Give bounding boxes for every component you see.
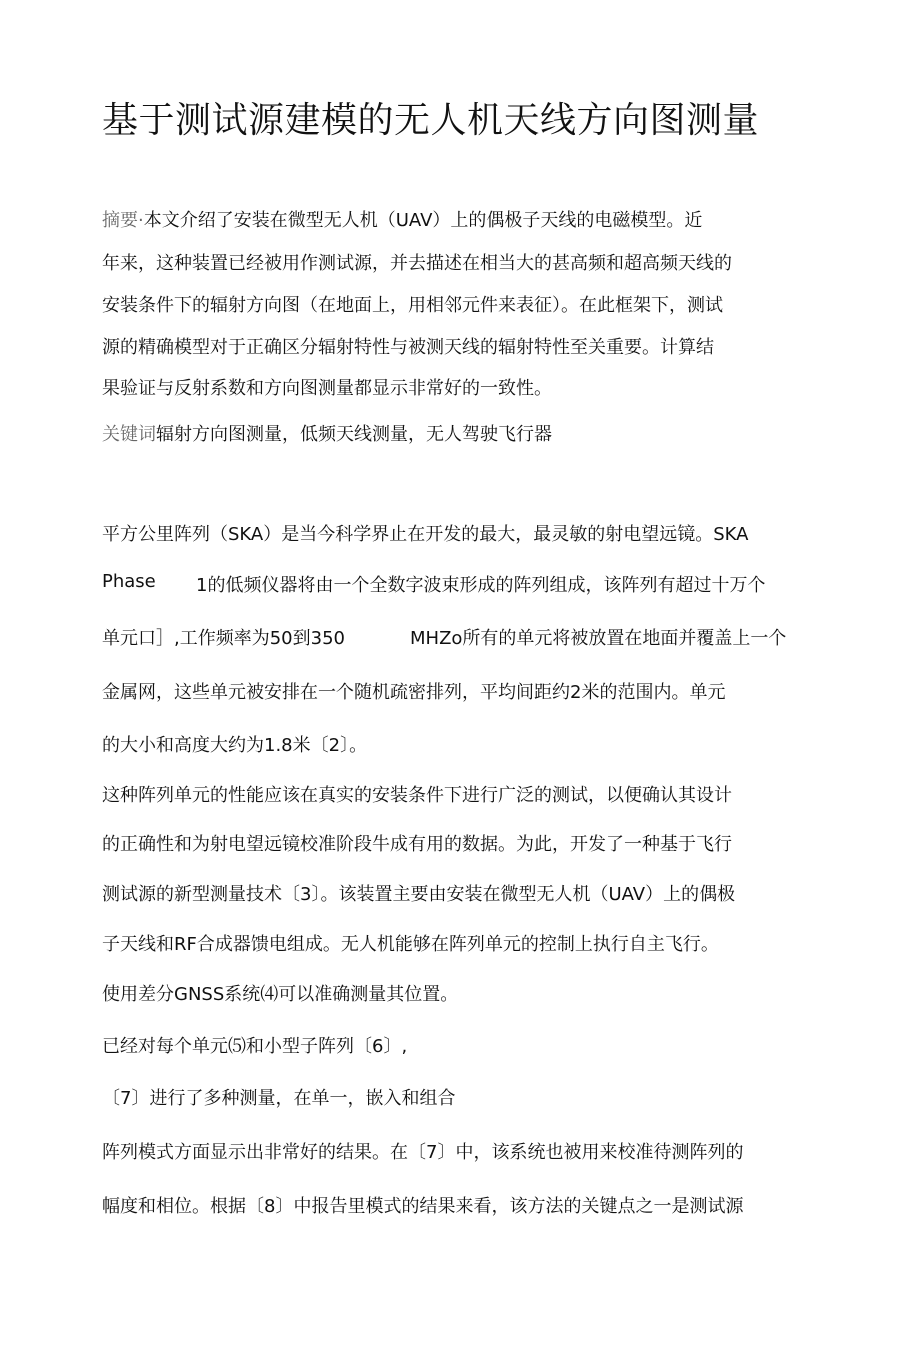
- body-p1-line-3-b: MHZo所有的单元将被放置在地面并覆盖上一个: [410, 628, 787, 649]
- body-line-1: 这种阵列单元的性能应该在真实的安装条件下进行广泛的测试，以便确认其设计: [102, 785, 732, 806]
- keywords-line: [102, 420, 552, 446]
- abstract-line-1: [102, 206, 702, 232]
- body-line-7: 〔7〕进行了多种测量，在单一，嵌入和组合: [102, 1088, 456, 1109]
- abstract-text: 本文介绍了安装在微型无人机（UAV）上的偶极子天线的电磁模型。近: [143, 210, 703, 231]
- body-p1-line-5: 的大小和高度大约为1.8米〔2〕。: [102, 735, 368, 756]
- abstract-line-2: 年来，这种装置已经被用作测试源，并去描述在相当大的甚高频和超高频天线的: [102, 253, 732, 274]
- abstract-label: 摘要·: [102, 210, 144, 231]
- body-line-6: 已经对每个单元⑸和小型子阵列〔6〕,: [102, 1036, 408, 1057]
- abstract-line-3: 安装条件下的辐射方向图（在地面上，用相邻元件来表征）。在此框架下，测试: [102, 295, 723, 316]
- body-line-5: 使用差分GNSS系统⑷可以准确测量其位置。: [102, 984, 459, 1005]
- abstract-line-5: 果验证与反射系数和方向图测量都显示非常好的一致性。: [102, 378, 552, 399]
- body-p1-line-1: 平方公里阵列（SKA）是当今科学界止在开发的最大，最灵敏的射电望远镜。SKA: [102, 524, 749, 545]
- keywords-label: 关键词: [102, 424, 156, 445]
- body-line-2: 的正确性和为射电望远镜校准阶段牛成有用的数据。为此，开发了一种基于飞行: [102, 834, 732, 855]
- body-p1-line-3-a: 单元口］,工作频率为50到350: [102, 628, 345, 649]
- body-line-3: 测试源的新型测量技术〔3〕。该装置主要由安装在微型无人机（UAV）上的偶极: [102, 884, 736, 905]
- abstract-line-4: 源的精确模型对于正确区分辐射特性与被测天线的辐射特性至关重要。计算结: [102, 337, 714, 358]
- body-line-8: 阵列模式方面显示出非常好的结果。在〔7〕中，该系统也被用来校准待测阵列的: [102, 1142, 744, 1163]
- body-p1-line-2-b: 1的低频仪器将由一个全数字波束形成的阵列组成，该阵列有超过十万个: [196, 575, 766, 596]
- body-line-9: 幅度和相位。根据〔8〕中报告里模式的结果来看，该方法的关键点之一是测试源: [102, 1196, 744, 1217]
- body-p1-line-2-a: Phase: [102, 571, 156, 592]
- body-line-4: 子天线和RF合成器馈电组成。无人机能够在阵列单元的控制上执行自主飞行。: [102, 934, 719, 955]
- body-p1-line-4: 金属网，这些单元被安排在一个随机疏密排列，平均间距约2米的范围内。单元: [102, 682, 726, 703]
- keywords-text: 辐射方向图测量，低频天线测量，无人驾驶飞行器: [156, 424, 552, 445]
- document-title: 基于测试源建模的无人机天线方向图测量: [102, 100, 760, 141]
